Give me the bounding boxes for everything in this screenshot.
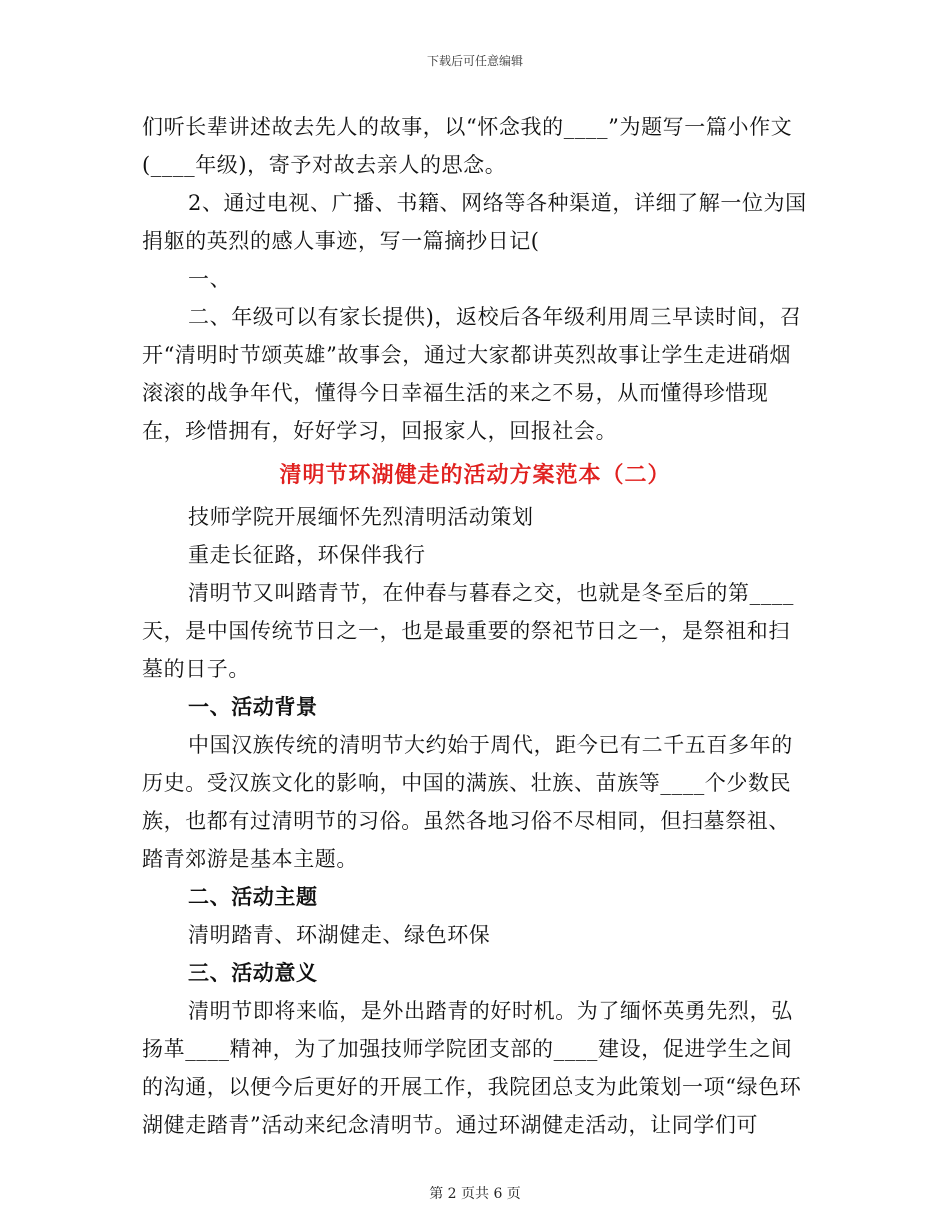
document-body bbox=[142, 108, 808, 1144]
intro-line-2: 重走长征路，环保伴我行 bbox=[188, 543, 426, 567]
significance-paragraph: 清明节即将来临，是外出踏青的好时机。为了缅怀英勇先烈，弘扬革____精神，为了加强技师学院团支部的____建设，促进学生之间的沟通，以便今后更好的开展工作，我院团总支为此策划一项“绿色环湖健走踏青”活动来纪念清明节。通过环湖健走活动，让同学们可 bbox=[142, 999, 802, 1137]
paragraph-continuation: 们听长辈讲述故去先人的故事，以“怀念我的____”为题写一篇小作文(____年级)，寄予对故去亲人的思念。 bbox=[142, 115, 793, 177]
paragraph-item-two: 二、年级可以有家长提供)，返校后各年级利用周三早读时间，召开“清明时节颂英雄”故事会，通过大家都讲英烈故事让学生走进硝烟滚滚的战争年代，懂得今日幸福生活的来之不易，从而懂得珍惜现在，珍惜拥有，好好学习，回报家人，回报社会。 bbox=[142, 305, 802, 443]
intro-paragraph: 清明节又叫踏青节，在仲春与暮春之交，也就是冬至后的第____天，是中国传统节日之一，也是最重要的祭祀节日之一，是祭祖和扫墓的日子。 bbox=[142, 581, 794, 681]
heading-background: 一、活动背景 bbox=[188, 694, 318, 719]
theme-paragraph: 清明踏青、环湖健走、绿色环保 bbox=[188, 923, 491, 947]
background-paragraph: 中国汉族传统的清明节大约始于周代，距今已有二千五百多年的历史。受汉族文化的影响，中国的满族、壮族、苗族等____个少数民族，也都有过清明节的习俗。虽然各地习俗不尽相同，但扫墓祭祖、踏青郊游是基本主题。 bbox=[142, 733, 793, 871]
document-title: 清明节环湖健走的活动方案范本（二） bbox=[279, 462, 671, 488]
page-footer: 第 2 页共 6 页 bbox=[429, 1186, 521, 1202]
paragraph-item-one: 一、 bbox=[188, 267, 232, 291]
heading-theme: 二、活动主题 bbox=[188, 884, 318, 909]
paragraph-item-2: 2、通过电视、广播、书籍、网络等各种渠道，详细了解一位为国捐躯的英烈的感人事迹，写一篇摘抄日记( bbox=[142, 191, 807, 253]
heading-significance: 三、活动意义 bbox=[188, 960, 318, 985]
intro-line-1: 技师学院开展缅怀先烈清明活动策划 bbox=[188, 505, 534, 529]
page-header: 下载后可任意编辑 bbox=[426, 54, 523, 68]
